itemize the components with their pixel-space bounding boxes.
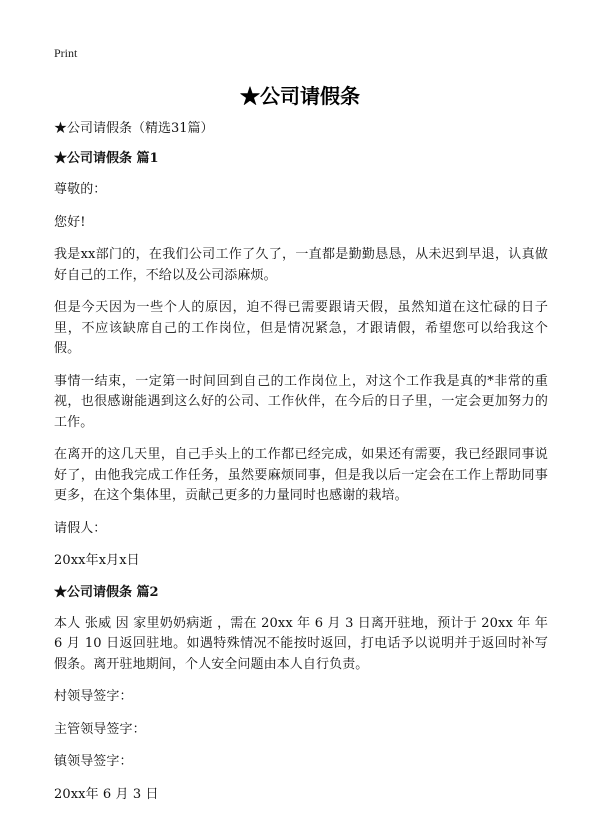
section-1-paragraph-3: 事情一结束，一定第一时间回到自己的工作岗位上，对这个工作我是真的*非常的重视，也很感谢能遇到这么好的公司、工作伙伴，在今后的日子里，一定会更加努力的工作。 (54, 373, 548, 430)
section-2-date: 20xx年 6 月 3 日 (54, 786, 159, 802)
section-1-paragraph-2: 但是今天因为一些个人的原因，迫不得已需要跟请天假，虽然知道在这忙碌的日子里，不应该缺席自己的工作岗位，但是情况紧急，才跟请假，希望您可以给我这个假。 (54, 300, 548, 356)
page-title: ★公司请假条 (240, 84, 360, 108)
section-1-date: 20xx年x月x日 (54, 553, 140, 568)
salutation: 尊敬的： (54, 182, 107, 197)
print-label: Print (54, 46, 78, 60)
section-1-heading: ★公司请假条 篇1 (54, 151, 159, 166)
greeting: 您好! (54, 214, 86, 230)
section-1-paragraph-4: 在离开的这几天里，自己手头上的工作都已经完成，如果还有需要，我已经跟同事说好了，由他我完成工作任务，虽然要麻烦同事，但是我以后一定会在工作上帮助同事更多，在这个集体里，贡献己更多的力量同时也感谢的栽培。 (54, 447, 548, 503)
section-2-heading: ★公司请假条 篇2 (54, 584, 159, 600)
village-leader-signature: 村领导签字： (54, 689, 133, 704)
town-leader-signature: 镇领导签字： (54, 754, 133, 769)
document-subtitle: ★公司请假条（精选31篇） (54, 121, 214, 136)
supervisor-signature: 主管领导签字： (54, 721, 146, 737)
section-2-paragraph-1: 本人 张威 因 家里奶奶病逝 ，需在 20xx 年 6 月 3 日离开驻地，预计于 20xx 年 年 6 月 10 日返回驻地。如遇特殊情况不能按时返回，打电话予以说明并于返回时补写假条。离开驻地期间，个人安全问题由本人自行负责。 (54, 615, 548, 672)
section-1-paragraph-1: 我是xx部门的，在我们公司工作了久了，一直都是勤勤恳恳，从未迟到早退，认真做好自己的工作，不给以及公司添麻烦。 (54, 247, 548, 283)
document-body (54, 120, 548, 817)
applicant-label: 请假人： (54, 520, 107, 536)
